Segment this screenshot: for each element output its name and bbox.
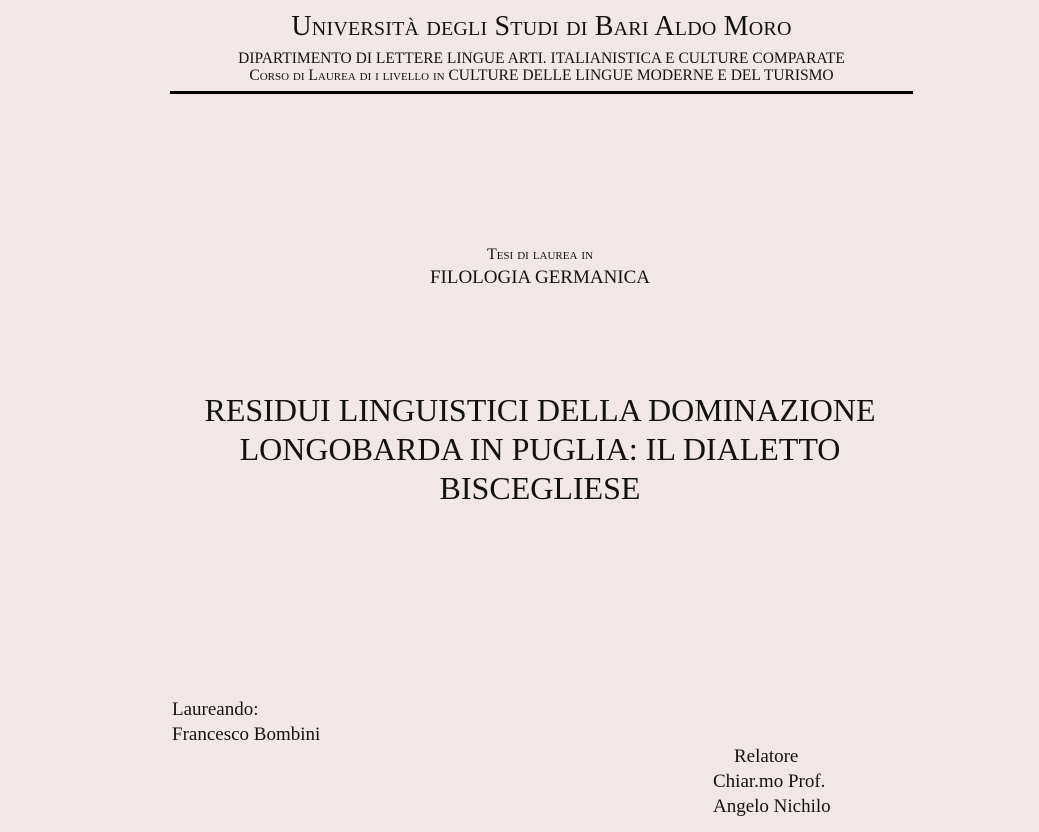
advisor-name: Angelo Nichilo xyxy=(713,796,831,817)
advisor-block xyxy=(713,744,831,819)
advisor-role: Relatore xyxy=(734,746,799,767)
header-divider xyxy=(170,91,913,94)
thesis-subject: FILOLOGIA GERMANICA xyxy=(429,267,651,288)
candidate-name: Francesco Bombini xyxy=(172,724,321,745)
university-name: Università degli Studi di Bari Aldo Moro xyxy=(291,11,792,42)
thesis-title-line: LONGOBARDA IN PUGLIA: IL DIALETTO xyxy=(239,431,841,467)
course-name: Corso di Laurea di i livello in CULTURE DELLE LINGUE MODERNE E DEL TURISMO xyxy=(249,67,834,84)
candidate-block xyxy=(172,697,320,747)
university-header xyxy=(170,10,913,84)
thesis-title-line: RESIDUI LINGUISTICI DELLA DOMINAZIONE xyxy=(204,392,876,428)
department-name: DIPARTIMENTO DI LETTERE LINGUE ARTI. ITALIANISTICA E CULTURE COMPARATE xyxy=(238,50,845,67)
candidate-label: Laureando: xyxy=(172,699,259,720)
thesis-type-label: Tesi di laurea in xyxy=(486,246,594,263)
advisor-title: Chiar.mo Prof. xyxy=(713,771,826,792)
thesis-title-line: BISCEGLIESE xyxy=(439,470,641,506)
thesis-type-block xyxy=(0,245,1039,291)
thesis-title xyxy=(140,391,940,508)
